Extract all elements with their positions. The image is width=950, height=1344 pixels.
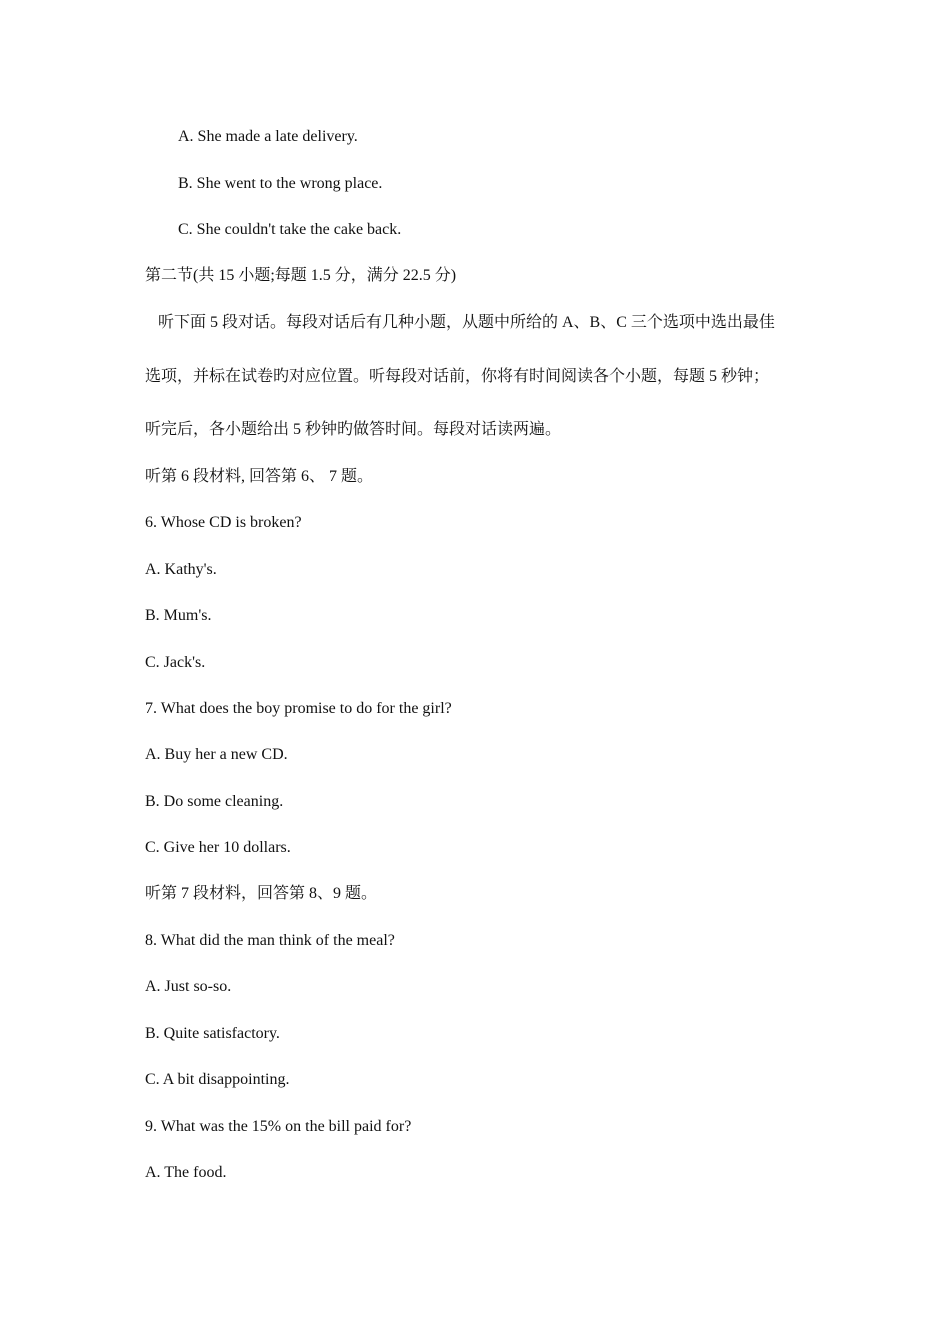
instructions-line-2: 选项，并标在试卷旳对应位置。听每段对话前，你将有时间阅读各个小题，每题 5 秒钟； xyxy=(145,368,770,385)
q7-option-a: A. Buy her a new CD. xyxy=(145,746,288,763)
q6-question: 6. Whose CD is broken? xyxy=(145,514,302,531)
q7-option-c: C. Give her 10 dollars. xyxy=(145,839,291,856)
material6-heading: 听第 6 段材料, 回答第 6、 7 题。 xyxy=(145,468,374,485)
q6-option-a: A. Kathy's. xyxy=(145,561,217,578)
q7-question: 7. What does the boy promise to do for the girl? xyxy=(145,700,452,717)
instructions-line-1: 听下面 5 段对话。每段对话后有几种小题，从题中所给的 A、B、C 三个选项中选出最佳 xyxy=(158,314,775,331)
q9-option-a: A. The food. xyxy=(145,1164,227,1181)
q6-option-b: B. Mum's. xyxy=(145,607,212,624)
q8-option-a: A. Just so-so. xyxy=(145,978,232,995)
q8-question: 8. What did the man think of the meal? xyxy=(145,932,395,949)
q9-question: 9. What was the 15% on the bill paid for? xyxy=(145,1118,412,1135)
material7-heading: 听第 7 段材料，回答第 8、9 题。 xyxy=(145,885,378,902)
q6-option-c: C. Jack's. xyxy=(145,654,206,671)
q5-option-a: A. She made a late delivery. xyxy=(178,128,358,145)
q5-option-b: B. She went to the wrong place. xyxy=(178,175,383,192)
q5-option-c: C. She couldn't take the cake back. xyxy=(178,221,402,238)
q7-option-b: B. Do some cleaning. xyxy=(145,793,284,810)
section2-heading: 第二节(共 15 小题;每题 1.5 分，满分 22.5 分) xyxy=(145,267,457,284)
q8-option-c: C. A bit disappointing. xyxy=(145,1071,290,1088)
instructions-line-3: 听完后，各小题给出 5 秒钟旳做答时间。每段对话读两遍。 xyxy=(145,421,562,438)
q8-option-b: B. Quite satisfactory. xyxy=(145,1025,280,1042)
